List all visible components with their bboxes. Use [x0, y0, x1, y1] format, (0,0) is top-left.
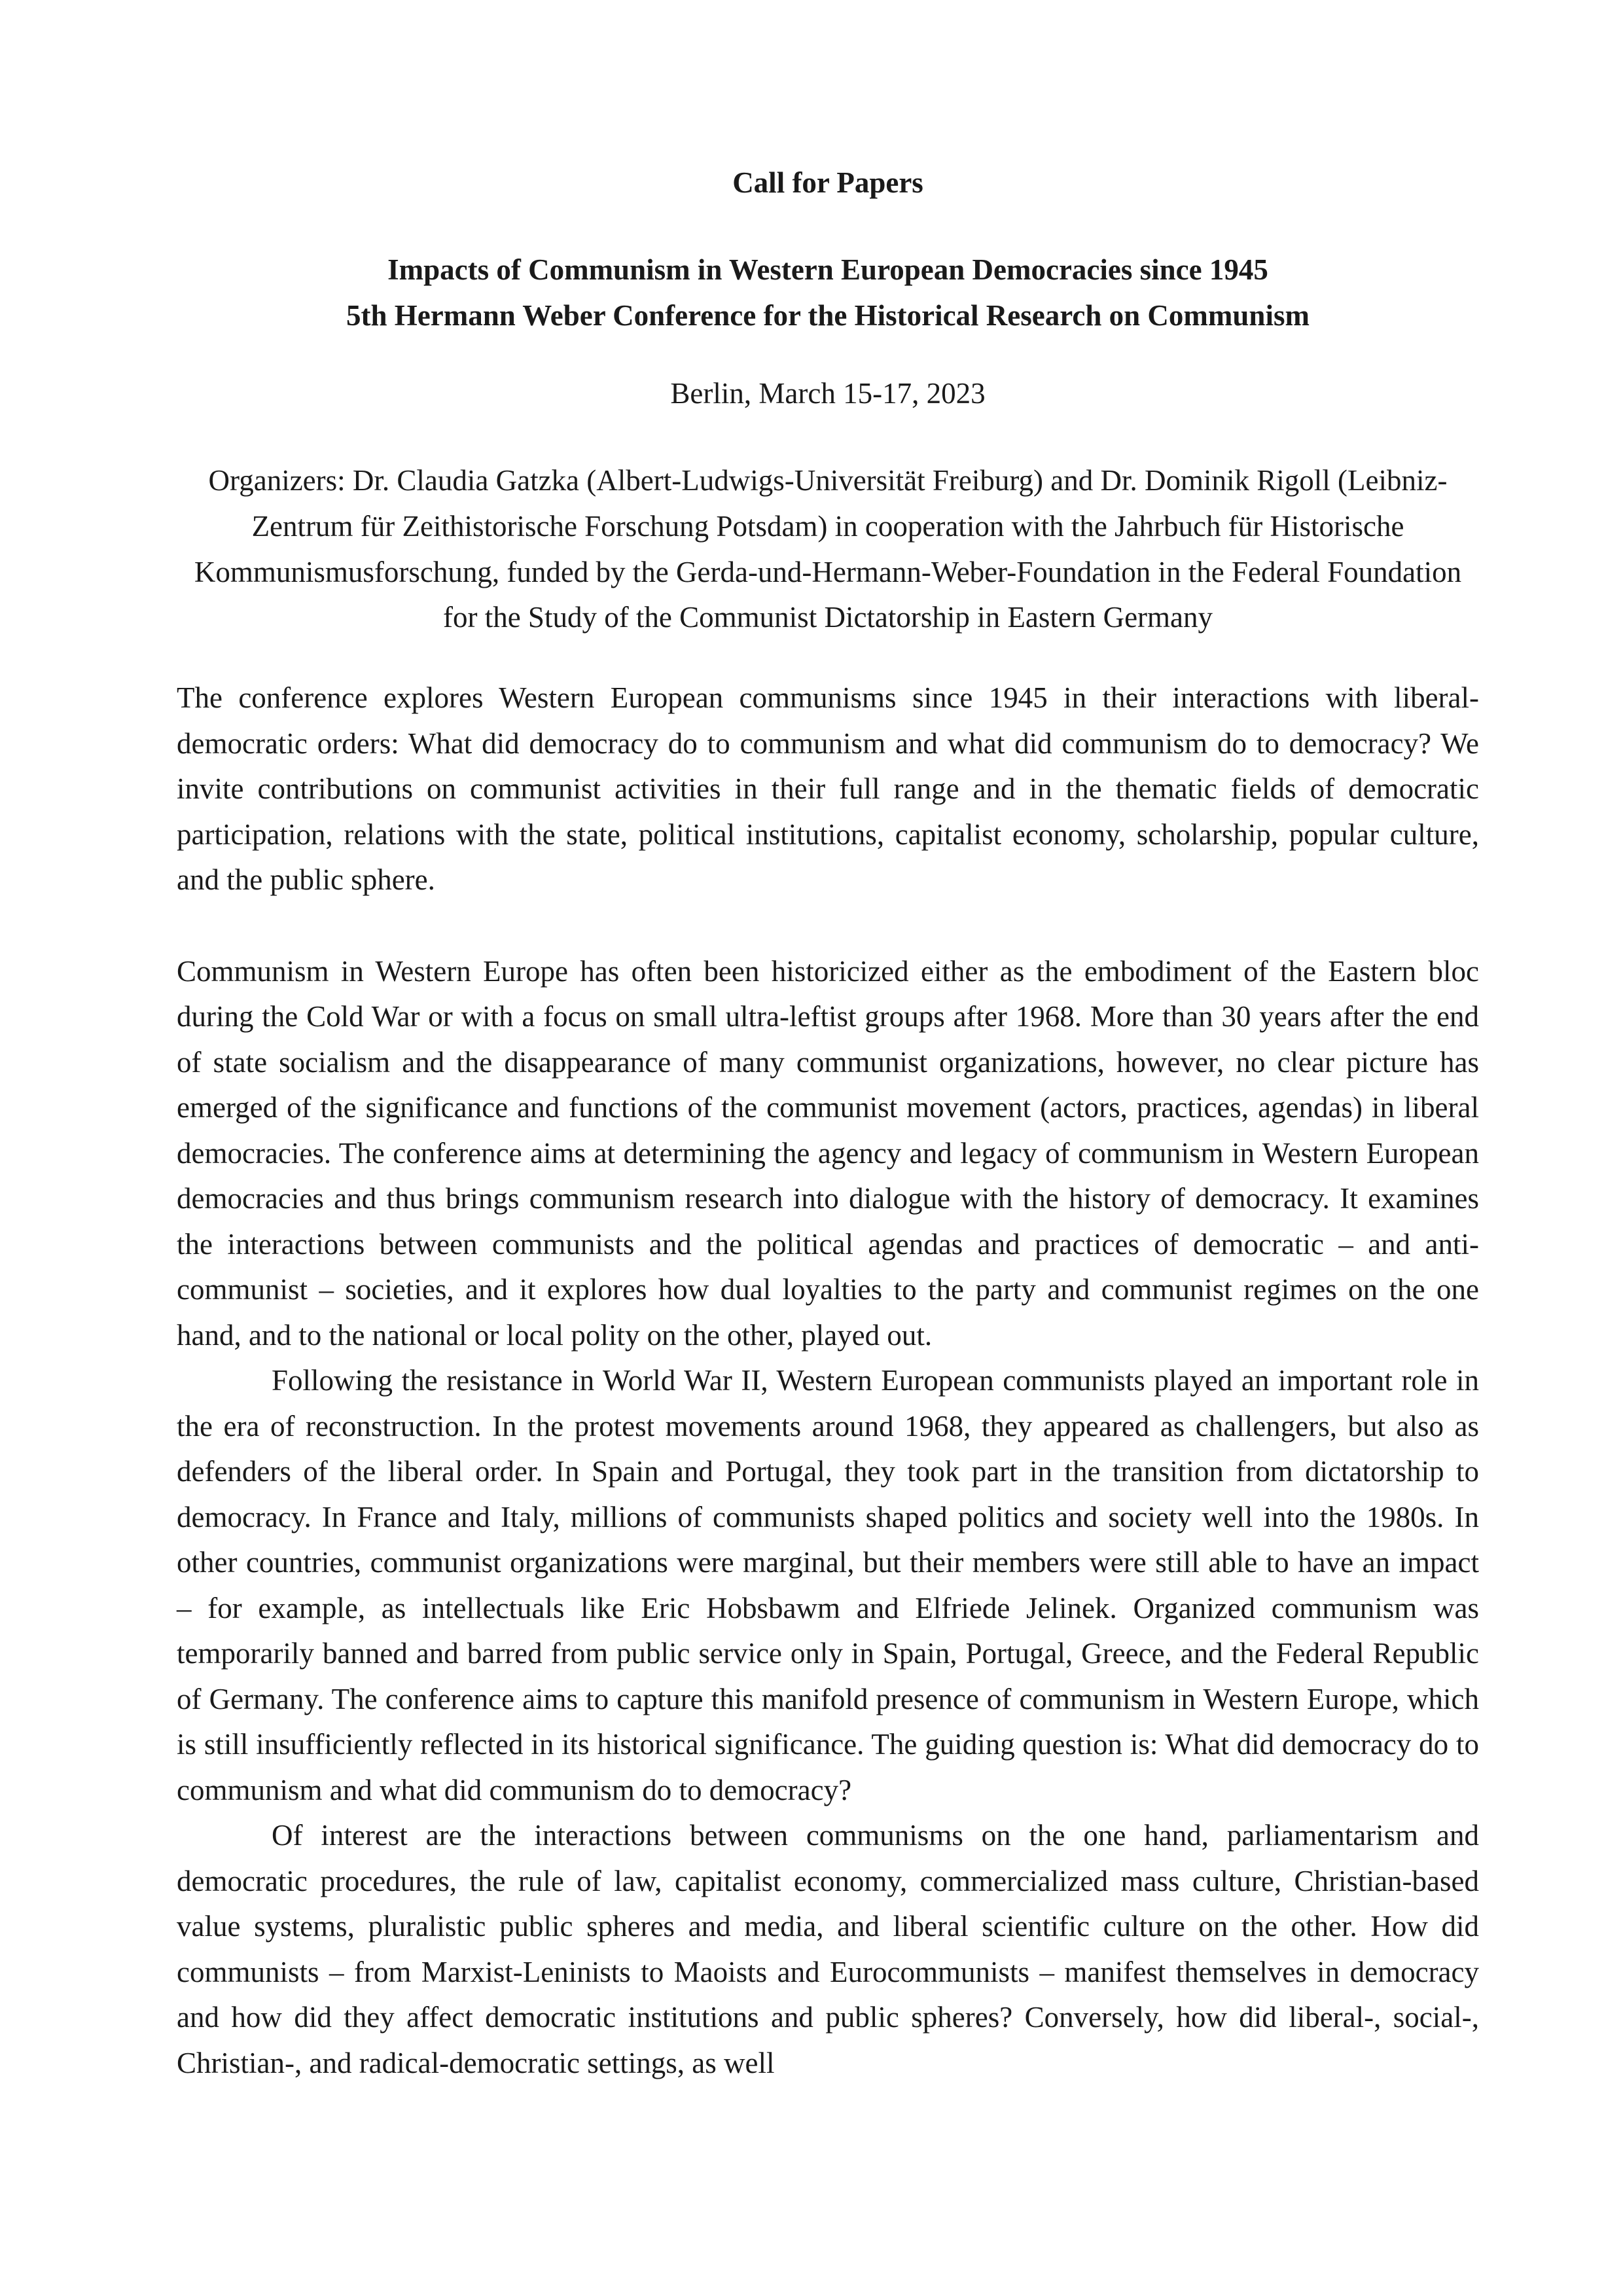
- paragraph-historiography: Communism in Western Europe has often been historicized either as the embodiment of the Eastern bloc during the Cold War or with a focus on small ultra-leftist groups after 1968. More than 30 years after the end of state socialism and the disappearance of many communist organizations, however, no clear picture has emerged of the significance and functions of the communist movement (actors, practices, agendas) in liberal democracies. The conference aims at determining the agency and legacy of communism in Western European democracies and thus brings communism research into dialogue with the history of democracy. It examines the interactions between communists and the political agendas and practices of democratic – and anti-communist – societies, and it explores how dual loyalties to the party and communist regimes on the one hand, and to the national or local polity on the other, played out.: [177, 954, 1479, 1352]
- paragraph-intro: The conference explores Western European communisms since 1945 in their interactions with liberal-democratic orders: What did democracy do to communism and what did communism do to democracy? We invite contributions on communist activities in their full range and in the thematic fields of democratic participation, relations with the state, political institutions, capitalist economy, scholarship, popular culture, and the public sphere.: [177, 681, 1479, 896]
- organizers-statement: Organizers: Dr. Claudia Gatzka (Albert-Ludwigs-Universität Freiburg) and Dr. Dominik Rigoll (Leibniz-Zentrum für Zeithistorische Forschung Potsdam) in cooperation with the Jahrbuch für Historische Kommunismusforschung, funded by the Gerda-und-Hermann-Weber-Foundation in the Federal Foundation for the Study of the Communist Dictatorship in Eastern Germany: [194, 464, 1462, 634]
- body-text: [177, 675, 1479, 2086]
- conference-title-line-2: 5th Hermann Weber Conference for the Historical Research on Communism: [346, 298, 1310, 332]
- call-for-papers-heading: Call for Papers: [732, 166, 923, 199]
- paragraph-interactions: Of interest are the interactions between communisms on the one hand, parliamentarism and democratic procedures, the rule of law, capitalist economy, commercialized mass culture, Christian-based value systems, pluralistic public spheres and media, and liberal scientific culture on the other. How did communists – from Marxist-Leninists to Maoists and Eurocommunists – manifest themselves in democracy and how did they affect democratic institutions and public spheres? Conversely, how did liberal-, social-, Christian-, and radical-democratic settings, as well: [177, 1819, 1479, 2079]
- conference-title: [177, 247, 1479, 339]
- paragraph-post-war-roles: Following the resistance in World War II, Western European communists played an important role in the era of reconstruction. In the protest movements around 1968, they appeared as challengers, but also as defenders of the liberal order. In Spain and Portugal, they took part in the transition from dictatorship to democracy. In France and Italy, millions of communists shaped politics and society well into the 1980s. In other countries, communist organizations were marginal, but their members were still able to have an impact – for example, as intellectuals like Eric Hobsbawm and Elfriede Jelinek. Organized communism was temporarily banned and barred from public service only in Spain, Portugal, Greece, and the Federal Republic of Germany. The conference aims to capture this manifold presence of communism in Western Europe, which is still insufficiently reflected in its historical significance. The guiding question is: What did democracy do to communism and what did communism do to democracy?: [177, 1364, 1479, 1806]
- venue-date: Berlin, March 15-17, 2023: [670, 377, 986, 410]
- conference-title-line-1: Impacts of Communism in Western European Democracies since 1945: [387, 253, 1268, 286]
